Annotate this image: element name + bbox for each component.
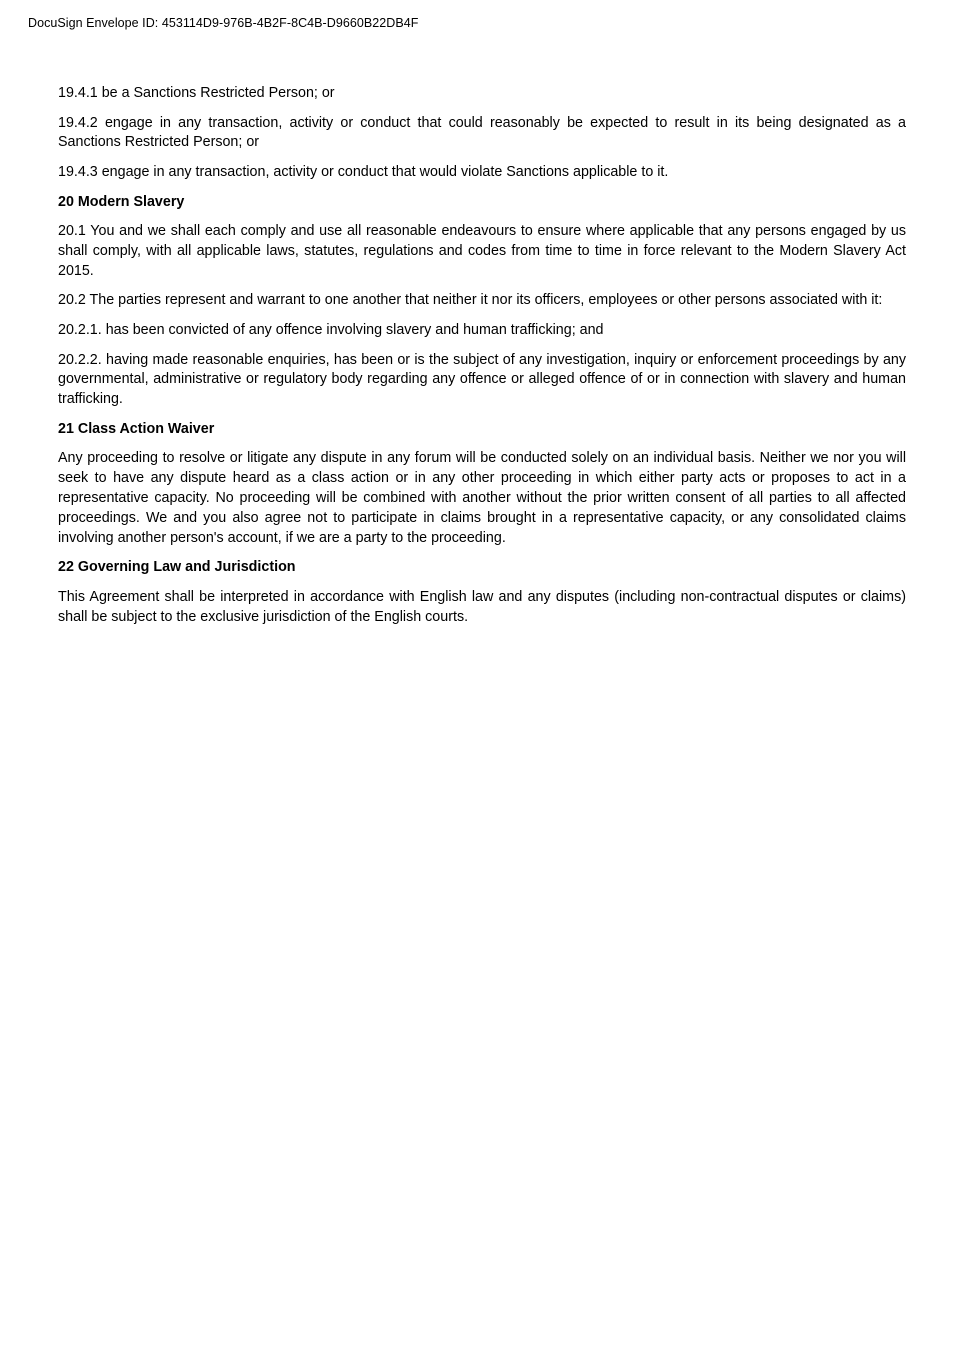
clause-19-4-3: 19.4.3 engage in any transaction, activity or conduct that would violate Sanctions applicable to it.: [58, 163, 669, 180]
clause-21: Any proceeding to resolve or litigate any dispute in any forum will be conducted solely on an individual basis. Neither we nor you will seek to have any dispute heard as a class action or in any other proceeding in which either party acts or proposes to act in a representative capacity. No proceeding will be combined with another without the prior written consent of all parties to all affected proceedings. We and you also agree not to participate in claims brought in a representative capacity, or any consolidated claims involving another person's account, if we are a party to the proceeding.: [58, 450, 906, 546]
clause-20-2: 20.2 The parties represent and warrant to one another that neither it nor its officers, employees or other persons associated with it:: [58, 292, 883, 309]
clause-22: This Agreement shall be interpreted in accordance with English law and any disputes (including non-contractual disputes or claims) shall be subject to the exclusive jurisdiction of the English courts.: [58, 588, 906, 625]
clause-20-1: 20.1 You and we shall each comply and use all reasonable endeavours to ensure where applicable that any persons engaged by us shall comply, with all applicable laws, statutes, regulations and codes from time to time in force relevant to the Modern Slavery Act 2015.: [58, 223, 906, 279]
clause-20-2-1: 20.2.1. has been convicted of any offence involving slavery and human trafficking; and: [58, 321, 604, 338]
section-heading-22: 22 Governing Law and Jurisdiction: [58, 559, 296, 576]
section-heading-21: 21 Class Action Waiver: [58, 420, 215, 437]
clause-20-2-2: 20.2.2. having made reasonable enquiries, has been or is the subject of any investigation, inquiry or enforcement proceedings by any governmental, administrative or regulatory body regarding any offence or alleged offence of or in connection with slavery and human trafficking.: [58, 351, 906, 408]
clause-19-4-1: 19.4.1 be a Sanctions Restricted Person; or: [58, 85, 335, 101]
document-body: [58, 84, 906, 637]
docusign-envelope-id: DocuSign Envelope ID: 453114D9-976B-4B2F-8C4B-D9660B22DB4F: [28, 16, 419, 30]
clause-19-4-2: 19.4.2 engage in any transaction, activity or conduct that could reasonably be expected to result in its being designated as a Sanctions Restricted Person; or: [58, 114, 906, 151]
section-heading-20: 20 Modern Slavery: [58, 193, 185, 210]
